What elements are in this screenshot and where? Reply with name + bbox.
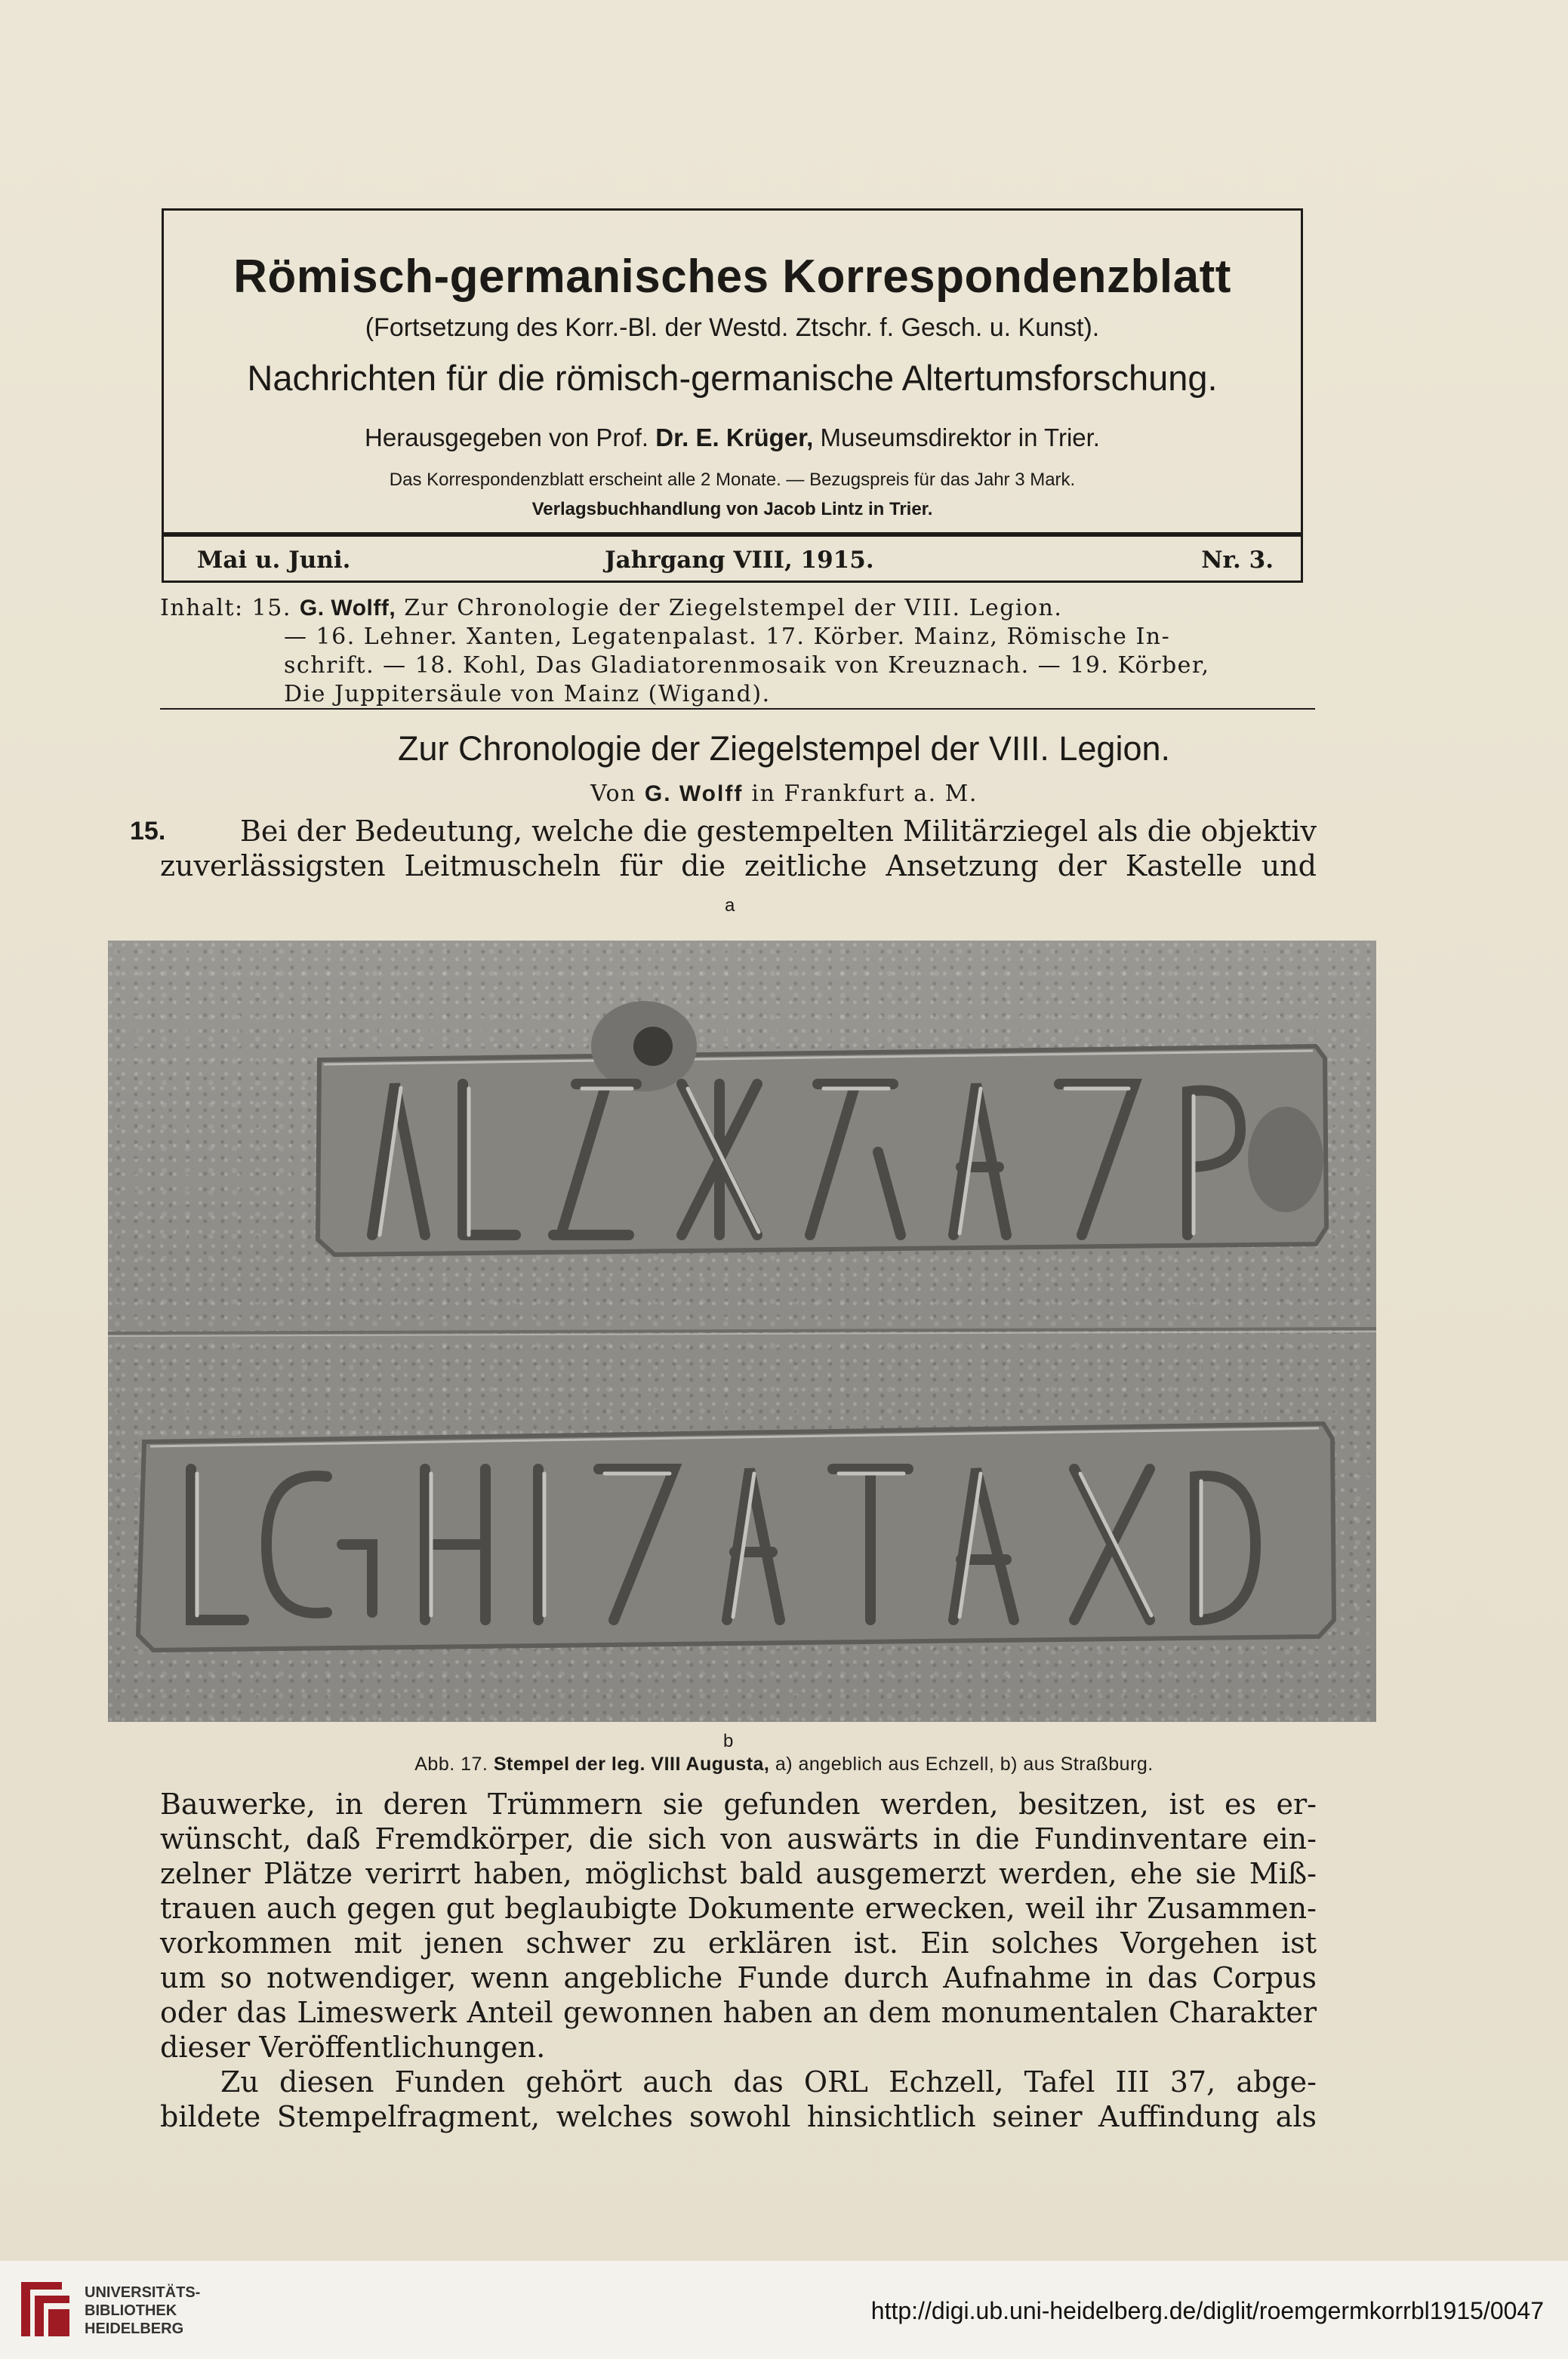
caption-bold: Stempel der leg. VIII Augusta, [493, 1754, 770, 1775]
journal-subtitle: (Fortsetzung des Korr.-Bl. der Westd. Ztschr. f. Gesch. u. Kunst). [365, 313, 1100, 342]
subscription-info: Das Korrespondenzblatt erscheint alle 2 Monate. — Bezugspreis für das Jahr 3 Mark. [389, 470, 1076, 490]
contents-rule [160, 708, 1315, 710]
editor-name: Dr. E. Krüger, [655, 423, 814, 451]
figure-label-a: a [725, 895, 735, 916]
text-line: oder das Limeswerk Anteil gewonnen haben an dem monumentalen Charakter [160, 1996, 1317, 2029]
text-line: Zu diesen Funden gehört auch das ORL Echzell, Tafel III 37, abge- [220, 2065, 1317, 2099]
text-line: bildete Stempelfragment, welches sowohl hinsichtlich seiner Auffindung als [160, 2100, 1317, 2133]
article-title: Zur Chronologie der Ziegelstempel der VIII. Legion. [397, 729, 1171, 768]
contents-author: G. Wolff, [299, 596, 396, 621]
contents-line: Die Juppitersäule von Mainz (Wigand). [284, 681, 771, 707]
issue-bar [162, 534, 1303, 583]
digital-url-link[interactable]: http://digi.ub.uni-heidelberg.de/diglit/roemgermkorrbl1915/0047 [870, 2297, 1544, 2324]
issue-bar-rule [164, 534, 1301, 537]
article-author: G. Wolff [644, 781, 744, 806]
section-number: 15. [130, 817, 166, 845]
contents-line: — 16. Lehner. Xanten, Legatenpalast. 17. Körber. Mainz, Römische In- [284, 624, 1171, 650]
text-line: zuverlässigsten Leitmuscheln für die zeitliche Ansetzung der Kastelle und [160, 849, 1317, 882]
contents-line: schrift. — 18. Kohl, Das Gladiatorenmosaik von Kreuznach. — 19. Körber, [284, 652, 1210, 679]
intro-paragraph [160, 814, 1317, 883]
text-line: um so notwendiger, wenn angebliche Funde durch Aufnahme in das Corpus [160, 1961, 1317, 1994]
editor-line: Herausgegeben von Prof. Dr. E. Krüger, Museumsdirektor in Trier. [365, 423, 1100, 451]
journal-title: Römisch-germanisches Korrespondenzblatt [233, 251, 1231, 303]
article-byline: Von G. Wolff in Frankfurt a. M. [590, 781, 978, 807]
text-line: vorkommen mit jenen schwer zu erklären ist. Ein solches Vorgehen ist [160, 1926, 1317, 1960]
issue-number: Nr. 3. [1201, 547, 1274, 574]
text-line: trauen auch gegen gut beglaubigte Dokumente erwecken, weil ihr Zusammen- [160, 1892, 1317, 1925]
issue-date: Mai u. Juni. [197, 547, 351, 574]
text-line: wünscht, daß Fremdkörper, die sich von auswärts in die Fundinventare ein- [160, 1822, 1317, 1855]
stamp-relief-drawing [108, 941, 1376, 1722]
body-paragraph-2 [160, 2065, 1317, 2134]
library-footer [0, 2261, 1568, 2359]
library-name: UNIVERSITÄTS- BIBLIOTHEK HEIDELBERG [85, 2284, 201, 2337]
issue-volume: Jahrgang VIII, 1915. [605, 547, 874, 574]
stamp-photograph [108, 941, 1376, 1722]
masthead-box [162, 208, 1303, 534]
text-line: zelner Plätze verirrt haben, möglichst bald ausgemerzt werden, ehe sie Miß- [160, 1857, 1317, 1890]
text-line: Bauwerke, in deren Trümmern sie gefunden werden, besitzen, ist es er- [160, 1788, 1317, 1821]
publisher-line: Verlagsbuchhandlung von Jacob Lintz in Trier. [531, 499, 933, 519]
journal-secondary-title: Nachrichten für die römisch-germanische Altertumsforschung. [247, 358, 1218, 398]
contents-line: Inhalt: 15. G. Wolff, Zur Chronologie der Ziegelstempel der VIII. Legion. [160, 595, 1063, 621]
library-logo-icon [17, 2277, 74, 2341]
text-line: Bei der Bedeutung, welche die gestempelten Militärziegel als die objektiv [240, 815, 1317, 848]
figure-caption: Abb. 17. Stempel der leg. VIII Augusta, a) angeblich aus Echzell, b) aus Straßburg. [414, 1754, 1154, 1775]
figure-label-b: b [723, 1731, 734, 1751]
body-paragraph-1 [160, 1787, 1317, 2065]
text-line: dieser Veröffentlichungen. [160, 2031, 546, 2064]
